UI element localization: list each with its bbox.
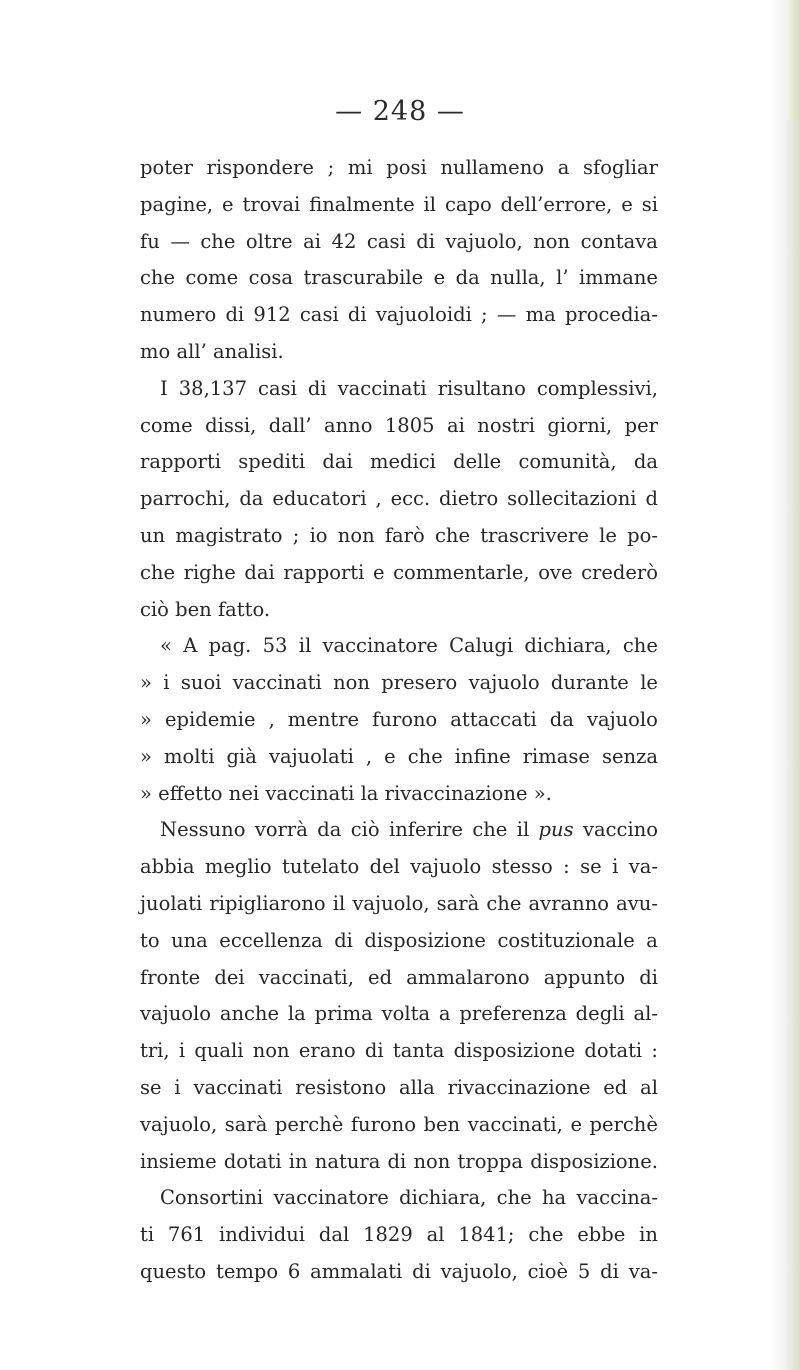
text-line: mo all’ analisi. xyxy=(140,339,284,363)
text-line: come dissi, dall’ anno 1805 ai nostri giorni, per xyxy=(140,413,658,437)
text-line: numero di 912 casi di vajuoloidi ; — ma procedia- xyxy=(140,303,658,327)
text-line: I 38,137 casi di vaccinati risultano complessivi, xyxy=(160,376,658,400)
text-line: to una eccellenza di disposizione costituzionale a xyxy=(140,928,658,952)
text-line: » molti già vajuolati , e che infine rimase senza xyxy=(140,744,658,768)
text-line: che righe dai rapporti e commentarle, ove crederò xyxy=(140,560,658,584)
text-line: ti 761 individui dal 1829 al 1841; che ebbe in xyxy=(140,1223,658,1247)
text-line: fronte dei vaccinati, ed ammalarono appunto di xyxy=(140,965,658,989)
text-line: questo tempo 6 ammalati di vajuolo, cioè 5 di va- xyxy=(140,1259,658,1283)
text-line: pagine, e trovai finalmente il capo dell’errore, e si xyxy=(140,192,658,216)
text-line: tri, i quali non erano di tanta disposizione dotati : xyxy=(140,1039,658,1063)
text-line: » epidemie , mentre furono attaccati da vajuolo xyxy=(140,707,658,731)
text-line: vajuolo, sarà perchè furono ben vaccinati, e perchè xyxy=(140,1112,658,1136)
text-line: juolati ripigliarono il vajuolo, sarà che avranno avu- xyxy=(140,891,658,915)
text-line: se i vaccinati resistono alla rivaccinazione ed al xyxy=(140,1075,658,1099)
text-line: parrochi, da educatori , ecc. dietro sollecitazioni d xyxy=(140,487,658,511)
text-line: Consortini vaccinatore dichiara, che ha vaccina- xyxy=(160,1186,658,1210)
text-line: abbia meglio tutelato del vajuolo stesso : se i va- xyxy=(140,855,658,879)
text-line: un magistrato ; io non farò che trascrivere le po- xyxy=(140,523,658,547)
page-edge-shading xyxy=(770,0,800,1370)
text-line: poter rispondere ; mi posi nullameno a sfogliar xyxy=(140,156,658,179)
text-line: che come cosa trascurabile e da nulla, l’ immane xyxy=(140,266,658,290)
text-line: insieme dotati in natura di non troppa disposizione. xyxy=(140,1149,658,1173)
page-number: — 248 — xyxy=(335,96,465,127)
text-line: » effetto nei vaccinati la rivaccinazione ». xyxy=(140,781,552,805)
text-line: ciò ben fatto. xyxy=(140,597,271,621)
text-line: Nessuno vorrà da ciò inferire che il pus vaccino xyxy=(160,818,658,842)
text-line: vajuolo anche la prima volta a preferenza degli al- xyxy=(140,1002,658,1026)
text-line: « A pag. 53 il vaccinatore Calugi dichiara, che xyxy=(160,634,658,658)
text-line: » i suoi vaccinati non presero vajuolo durante le xyxy=(140,671,658,695)
text-line: fu — che oltre ai 42 casi di vajuolo, non contava xyxy=(140,229,658,253)
text-line: rapporti spediti dai medici delle comunità, da xyxy=(140,450,658,474)
body-text xyxy=(140,150,658,1291)
